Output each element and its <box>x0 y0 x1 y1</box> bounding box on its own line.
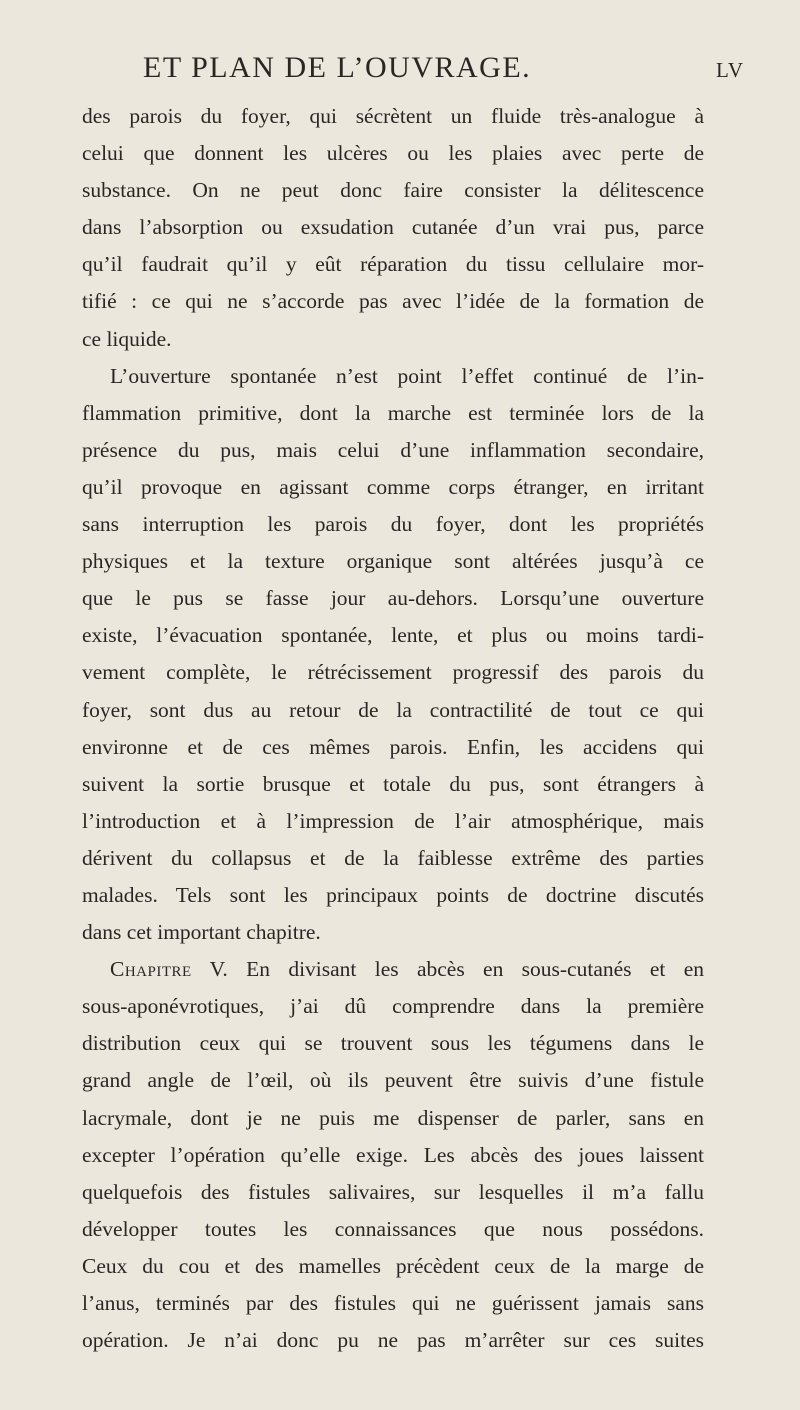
text-line: quelquefois des fistules salivaires, sur lesquelles il m’a fallu <box>82 1179 704 1204</box>
text-line: opération. Je n’ai donc pu ne pas m’arrêter sur ces suites <box>82 1328 704 1353</box>
text-line: distribution ceux qui se trouvent sous les tégumens dans le <box>82 1031 704 1056</box>
text-line: existe, l’évacuation spontanée, lente, et plus ou moins tardi- <box>82 623 704 648</box>
text-line: celui que donnent les ulcères ou les plaies avec perte de <box>82 141 704 166</box>
text-line: développer toutes les connaissances que nous possédons. <box>82 1216 704 1241</box>
text-line: environne et de ces mêmes parois. Enfin, les accidens qui <box>82 734 704 759</box>
text-line: Chapitre V. En divisant les abcès en sous-cutanés et en <box>110 957 704 982</box>
running-head <box>0 48 800 88</box>
text-line: des parois du foyer, qui sécrètent un fluide très-analogue à <box>82 104 704 128</box>
text-line: vement complète, le rétrécissement progressif des parois du <box>82 660 704 685</box>
text-line: grand angle de l’œil, où ils peuvent être suivis d’une fistule <box>82 1068 704 1093</box>
text-line: substance. On ne peut donc faire consister la délitescence <box>82 178 704 203</box>
text-line: Ceux du cou et des mamelles précèdent ceux de la marge de <box>82 1253 704 1278</box>
text-line: dans cet important chapitre. <box>82 920 321 945</box>
text-line: que le pus se fasse jour au-dehors. Lorsqu’une ouverture <box>82 586 704 611</box>
text-line: l’anus, terminés par des fistules qui ne guérissent jamais sans <box>82 1291 704 1315</box>
text-line: excepter l’opération qu’elle exige. Les abcès des joues laissent <box>82 1142 704 1167</box>
text-line: présence du pus, mais celui d’une inflammation secondaire, <box>82 437 704 462</box>
text-line: L’ouverture spontanée n’est point l’effet continué de l’in- <box>110 363 704 388</box>
text-line: lacrymale, dont je ne puis me dispenser de parler, sans en <box>82 1105 704 1130</box>
text-line: ce liquide. <box>82 326 172 351</box>
page-number: LV <box>716 58 745 82</box>
text-line: qu’il faudrait qu’il y eût réparation du tissu cellulaire mor- <box>82 252 704 277</box>
text-line: foyer, sont dus au retour de la contractilité de tout ce qui <box>82 697 704 722</box>
text-line: sous-aponévrotiques, j’ai dû comprendre dans la première <box>82 994 704 1019</box>
text-line: suivent la sortie brusque et totale du pus, sont étrangers à <box>82 771 704 796</box>
text-line: l’introduction et à l’impression de l’air atmosphérique, mais <box>82 808 704 833</box>
body-text <box>82 98 704 1359</box>
running-title: ET PLAN DE L’OUVRAGE. <box>143 51 532 84</box>
text-line: tifié : ce qui ne s’accorde pas avec l’idée de la formation de <box>82 289 704 314</box>
text-line: physiques et la texture organique sont altérées jusqu’à ce <box>82 549 704 574</box>
text-line: malades. Tels sont les principaux points de doctrine discutés <box>82 882 704 907</box>
text-line: dans l’absorption ou exsudation cutanée d’un vrai pus, parce <box>82 215 704 240</box>
text-line: sans interruption les parois du foyer, dont les propriétés <box>82 512 704 537</box>
text-line: flammation primitive, dont la marche est terminée lors de la <box>82 400 704 425</box>
text-line: dérivent du collapsus et de la faiblesse extrême des parties <box>82 845 704 870</box>
chapter-label: Chapitre <box>110 957 192 982</box>
text-line: qu’il provoque en agissant comme corps étranger, en irritant <box>82 474 704 499</box>
